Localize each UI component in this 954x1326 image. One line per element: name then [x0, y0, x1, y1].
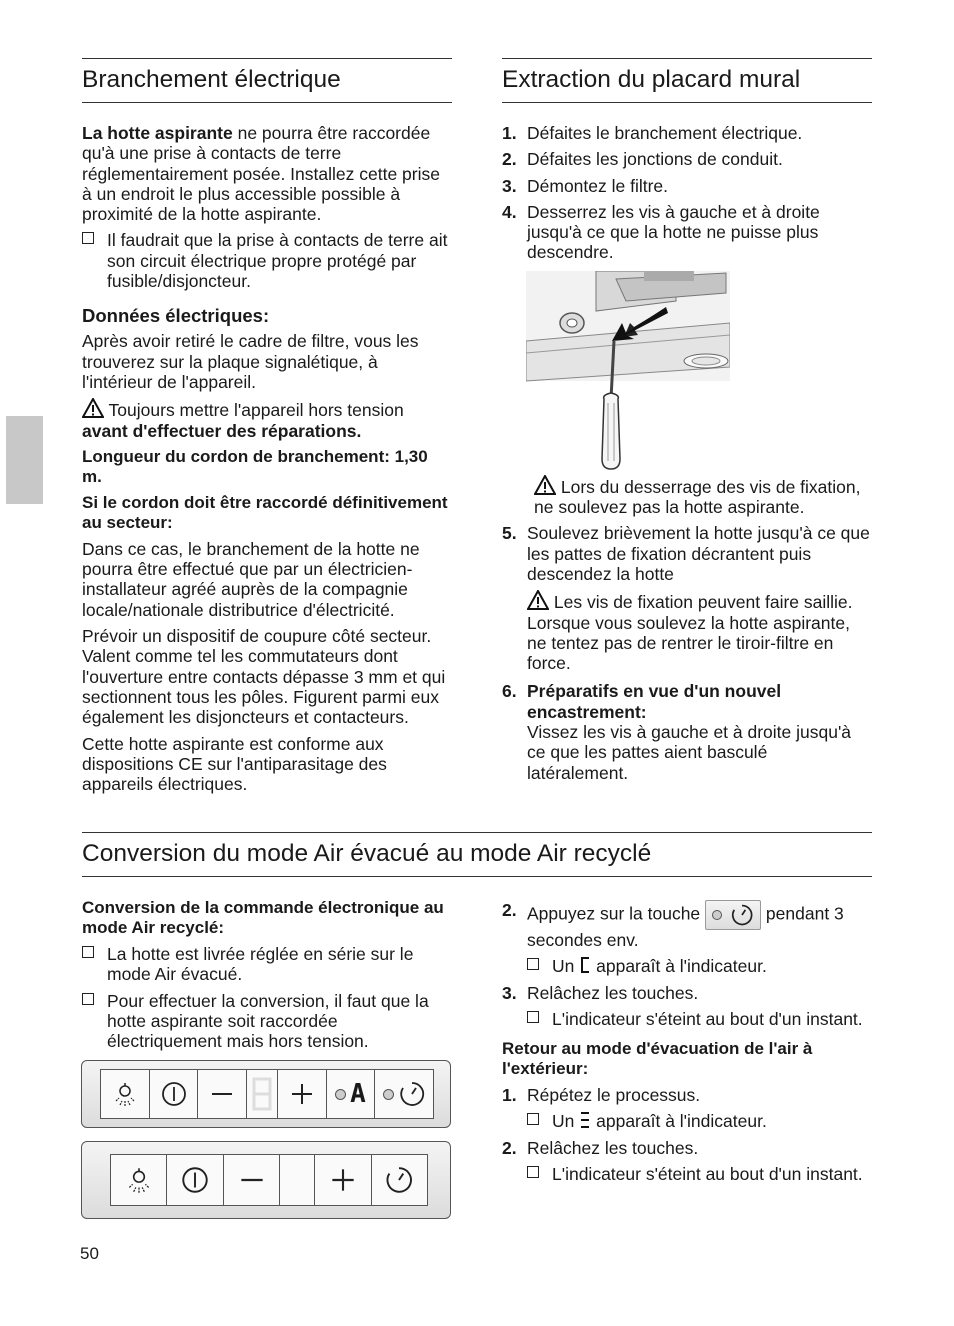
bullet-item	[82, 230, 452, 291]
checkbox-bullet-icon	[82, 232, 94, 244]
light-button[interactable]	[111, 1155, 167, 1205]
intro-bold: La hotte aspirante	[82, 123, 233, 143]
indicator-led-icon	[712, 910, 722, 920]
left-column	[82, 58, 452, 794]
retour-sub-2	[527, 1164, 872, 1184]
step-3	[502, 176, 872, 196]
warning-paragraph	[82, 398, 452, 441]
step-6-title: Préparatifs en vue d'un nouvel encastrement:	[527, 681, 782, 722]
panel-buttons	[110, 1154, 428, 1206]
mode-indicator	[327, 1070, 376, 1118]
indicator-led-icon	[335, 1089, 346, 1100]
warning-note-1	[502, 475, 872, 518]
step-6	[502, 681, 872, 782]
display-char: A	[350, 1079, 366, 1109]
timer-icon	[398, 1080, 426, 1108]
sub-text-b: apparaît à l'indicateur.	[596, 956, 767, 977]
checkbox-bullet-icon	[527, 1166, 539, 1178]
minus-button[interactable]	[198, 1070, 247, 1118]
warning-triangle-icon	[82, 398, 104, 418]
power-button[interactable]	[150, 1070, 199, 1118]
panel-buttons	[100, 1069, 434, 1119]
control-panel-with-display	[81, 1060, 451, 1128]
screwdriver-illustration	[526, 271, 730, 471]
bullet-item	[82, 991, 452, 1052]
timer-icon	[730, 903, 754, 927]
timer-icon	[384, 1165, 414, 1195]
step-text: Relâchez les touches.	[527, 982, 699, 1003]
minus-button[interactable]	[224, 1155, 280, 1205]
step-text-b: pendant 3 secondes env.	[527, 903, 844, 950]
step-number: 5.	[502, 523, 517, 544]
step-number: 3.	[502, 175, 517, 196]
step-number: 3.	[502, 982, 517, 1003]
conversion-left	[82, 898, 452, 1051]
checkbox-bullet-icon	[82, 946, 94, 958]
warning-triangle-icon	[527, 590, 549, 610]
sub-text-a: Un	[552, 956, 575, 977]
step-text: Défaites les jonctions de conduit.	[527, 149, 783, 170]
plus-icon	[327, 1164, 359, 1196]
checkbox-bullet-icon	[527, 1113, 539, 1125]
screwdriver-illustration-svg	[526, 271, 730, 471]
para-electricien: Dans ce cas, le branchement de la hotte ne pourra être effectué que par un électricien-installateur agréé auprès de la compagnie locale/nationale distributrice d'électricité.	[82, 538, 420, 620]
cordon-length: Longueur du cordon de branchement: 1,30 m.	[82, 446, 428, 486]
retour-sub-1	[527, 1111, 872, 1131]
control-panel-basic	[81, 1141, 451, 1219]
step-5	[502, 523, 872, 673]
bullet-item	[82, 944, 452, 985]
conversion-section	[82, 832, 872, 877]
timer-button[interactable]	[375, 1070, 433, 1118]
step-2	[502, 149, 872, 169]
step-number: 2.	[502, 149, 517, 170]
warning-note-1-text	[534, 475, 872, 518]
step-text: Répétez le processus.	[527, 1085, 701, 1106]
sub-text-a: Un	[552, 1111, 575, 1132]
plus-button[interactable]	[278, 1070, 327, 1118]
conv-step-2	[502, 900, 872, 950]
power-icon	[159, 1079, 189, 1109]
intro-paragraph	[82, 123, 452, 224]
plus-button[interactable]	[315, 1155, 371, 1205]
checkbox-bullet-icon	[82, 993, 94, 1005]
conv-step-3	[502, 983, 872, 1003]
warning-bold: avant d'effectuer des réparations.	[82, 420, 362, 441]
para-conformite: Cette hotte aspirante est conforme aux dispositions CE sur l'antiparasitage des appareils électriques.	[82, 733, 387, 795]
section-title-branchement: Branchement électrique	[82, 58, 452, 103]
warning-note-2	[527, 590, 872, 673]
step-1	[502, 123, 872, 143]
raccorde-heading: Si le cordon doit être raccordé définitivement au secteur:	[82, 492, 448, 532]
step-4	[502, 202, 872, 263]
retour-step-1	[502, 1085, 872, 1105]
bullet-text: Pour effectuer la conversion, il faut que la hotte aspirante soit raccordée électriquement mais hors tension.	[107, 990, 429, 1052]
step-number: 2.	[502, 1137, 517, 1158]
evacuation-symbol-icon	[579, 1111, 591, 1129]
para-coupure: Prévoir un dispositif de coupure côté secteur. Valent comme tel les commutateurs dont l'ouverture entre contacts dépasse 3 mm et qui sectionnent tous les pôles. Figurent parmi eux également les disjoncteurs et contacteurs.	[82, 626, 446, 728]
step-number: 1.	[502, 1085, 517, 1106]
light-icon	[110, 1079, 140, 1109]
warning-text: Les vis de fixation peuvent faire saillie. Lorsque vous soulevez la hotte aspirante, ne tentez pas de rentrer le tiroir-filtre en force.	[527, 592, 853, 674]
intro-rest: ne pourra être raccordée qu'à une prise à contacts de terre réglementairement posée. Installez cette prise à un endroit le plus accessible possible à proximité de la hotte aspirante.	[82, 123, 440, 225]
retour-title: Retour au mode d'évacuation de l'air à l'extérieur:	[502, 1039, 813, 1079]
conv-title: Conversion de la commande électronique au mode Air recyclé:	[82, 898, 444, 937]
checkbox-bullet-icon	[527, 958, 539, 970]
step-number: 6.	[502, 681, 517, 702]
retour-step-2	[502, 1138, 872, 1158]
sub-text: L'indicateur s'éteint au bout d'un instant.	[552, 1164, 863, 1185]
step-text: Desserrez les vis à gauche et à droite jusqu'à ce que la hotte ne puisse plus descendre.	[527, 201, 820, 263]
page-number: 50	[80, 1244, 99, 1263]
section-title-extraction: Extraction du placard mural	[502, 58, 872, 103]
step-text: Démontez le filtre.	[527, 175, 669, 196]
blank-segment	[280, 1155, 315, 1205]
sub-text: L'indicateur s'éteint au bout d'un instant.	[552, 1008, 863, 1029]
bullet-text: Il faudrait que la prise à contacts de terre ait son circuit électrique propre protégé par fusible/disjoncteur.	[107, 230, 448, 292]
display-segment	[247, 1070, 278, 1118]
warning-text: Lors du desserrage des vis de fixation, ne soulevez pas la hotte aspirante.	[534, 476, 861, 518]
conversion-right	[502, 900, 872, 1184]
light-icon	[123, 1164, 155, 1196]
step-text: Relâchez les touches.	[527, 1137, 699, 1158]
step-text: Défaites le branchement électrique.	[527, 123, 803, 143]
segment-display-icon	[251, 1077, 273, 1111]
minus-icon	[236, 1164, 268, 1196]
checkbox-bullet-icon	[527, 1011, 539, 1023]
donnees-title: Données électriques:	[82, 305, 270, 327]
timer-button[interactable]	[372, 1155, 427, 1205]
step-text-a: Appuyez sur la touche	[527, 903, 701, 924]
bullet-text: La hotte est livrée réglée en série sur le mode Air évacué.	[107, 944, 414, 985]
step-number: 2.	[502, 900, 517, 920]
section-title-conversion: Conversion du mode Air évacué au mode Air recyclé	[82, 832, 872, 877]
conv-sub-3	[527, 1009, 872, 1029]
warning-text: Toujours mettre l'appareil hors tension	[108, 400, 404, 421]
power-icon	[179, 1164, 211, 1196]
indicator-led-icon	[383, 1089, 394, 1100]
right-column	[502, 58, 872, 783]
step-text: Soulevez brièvement la hotte jusqu'à ce que les pattes de fixation décrantent puis descendez la hotte	[527, 523, 870, 584]
power-button[interactable]	[167, 1155, 223, 1205]
donnees-text: Après avoir retiré le cadre de filtre, vous les trouverez sur la plaque signalétique, à l'intérieur de l'appareil.	[82, 331, 419, 392]
recirculation-symbol-icon	[579, 956, 591, 974]
step-number: 1.	[502, 123, 517, 143]
step-text: Vissez les vis à gauche et à droite jusqu'à ce que les pattes aient basculé latéralement.	[527, 722, 852, 783]
step-number: 4.	[502, 201, 517, 222]
conv-sub-2	[527, 956, 872, 976]
plus-icon	[287, 1079, 317, 1109]
chapter-tab	[6, 416, 43, 504]
minus-icon	[207, 1079, 237, 1109]
sub-text-b: apparaît à l'indicateur.	[596, 1111, 767, 1132]
warning-triangle-icon	[534, 475, 556, 495]
timer-key-inline	[705, 900, 761, 930]
light-button[interactable]	[101, 1070, 150, 1118]
